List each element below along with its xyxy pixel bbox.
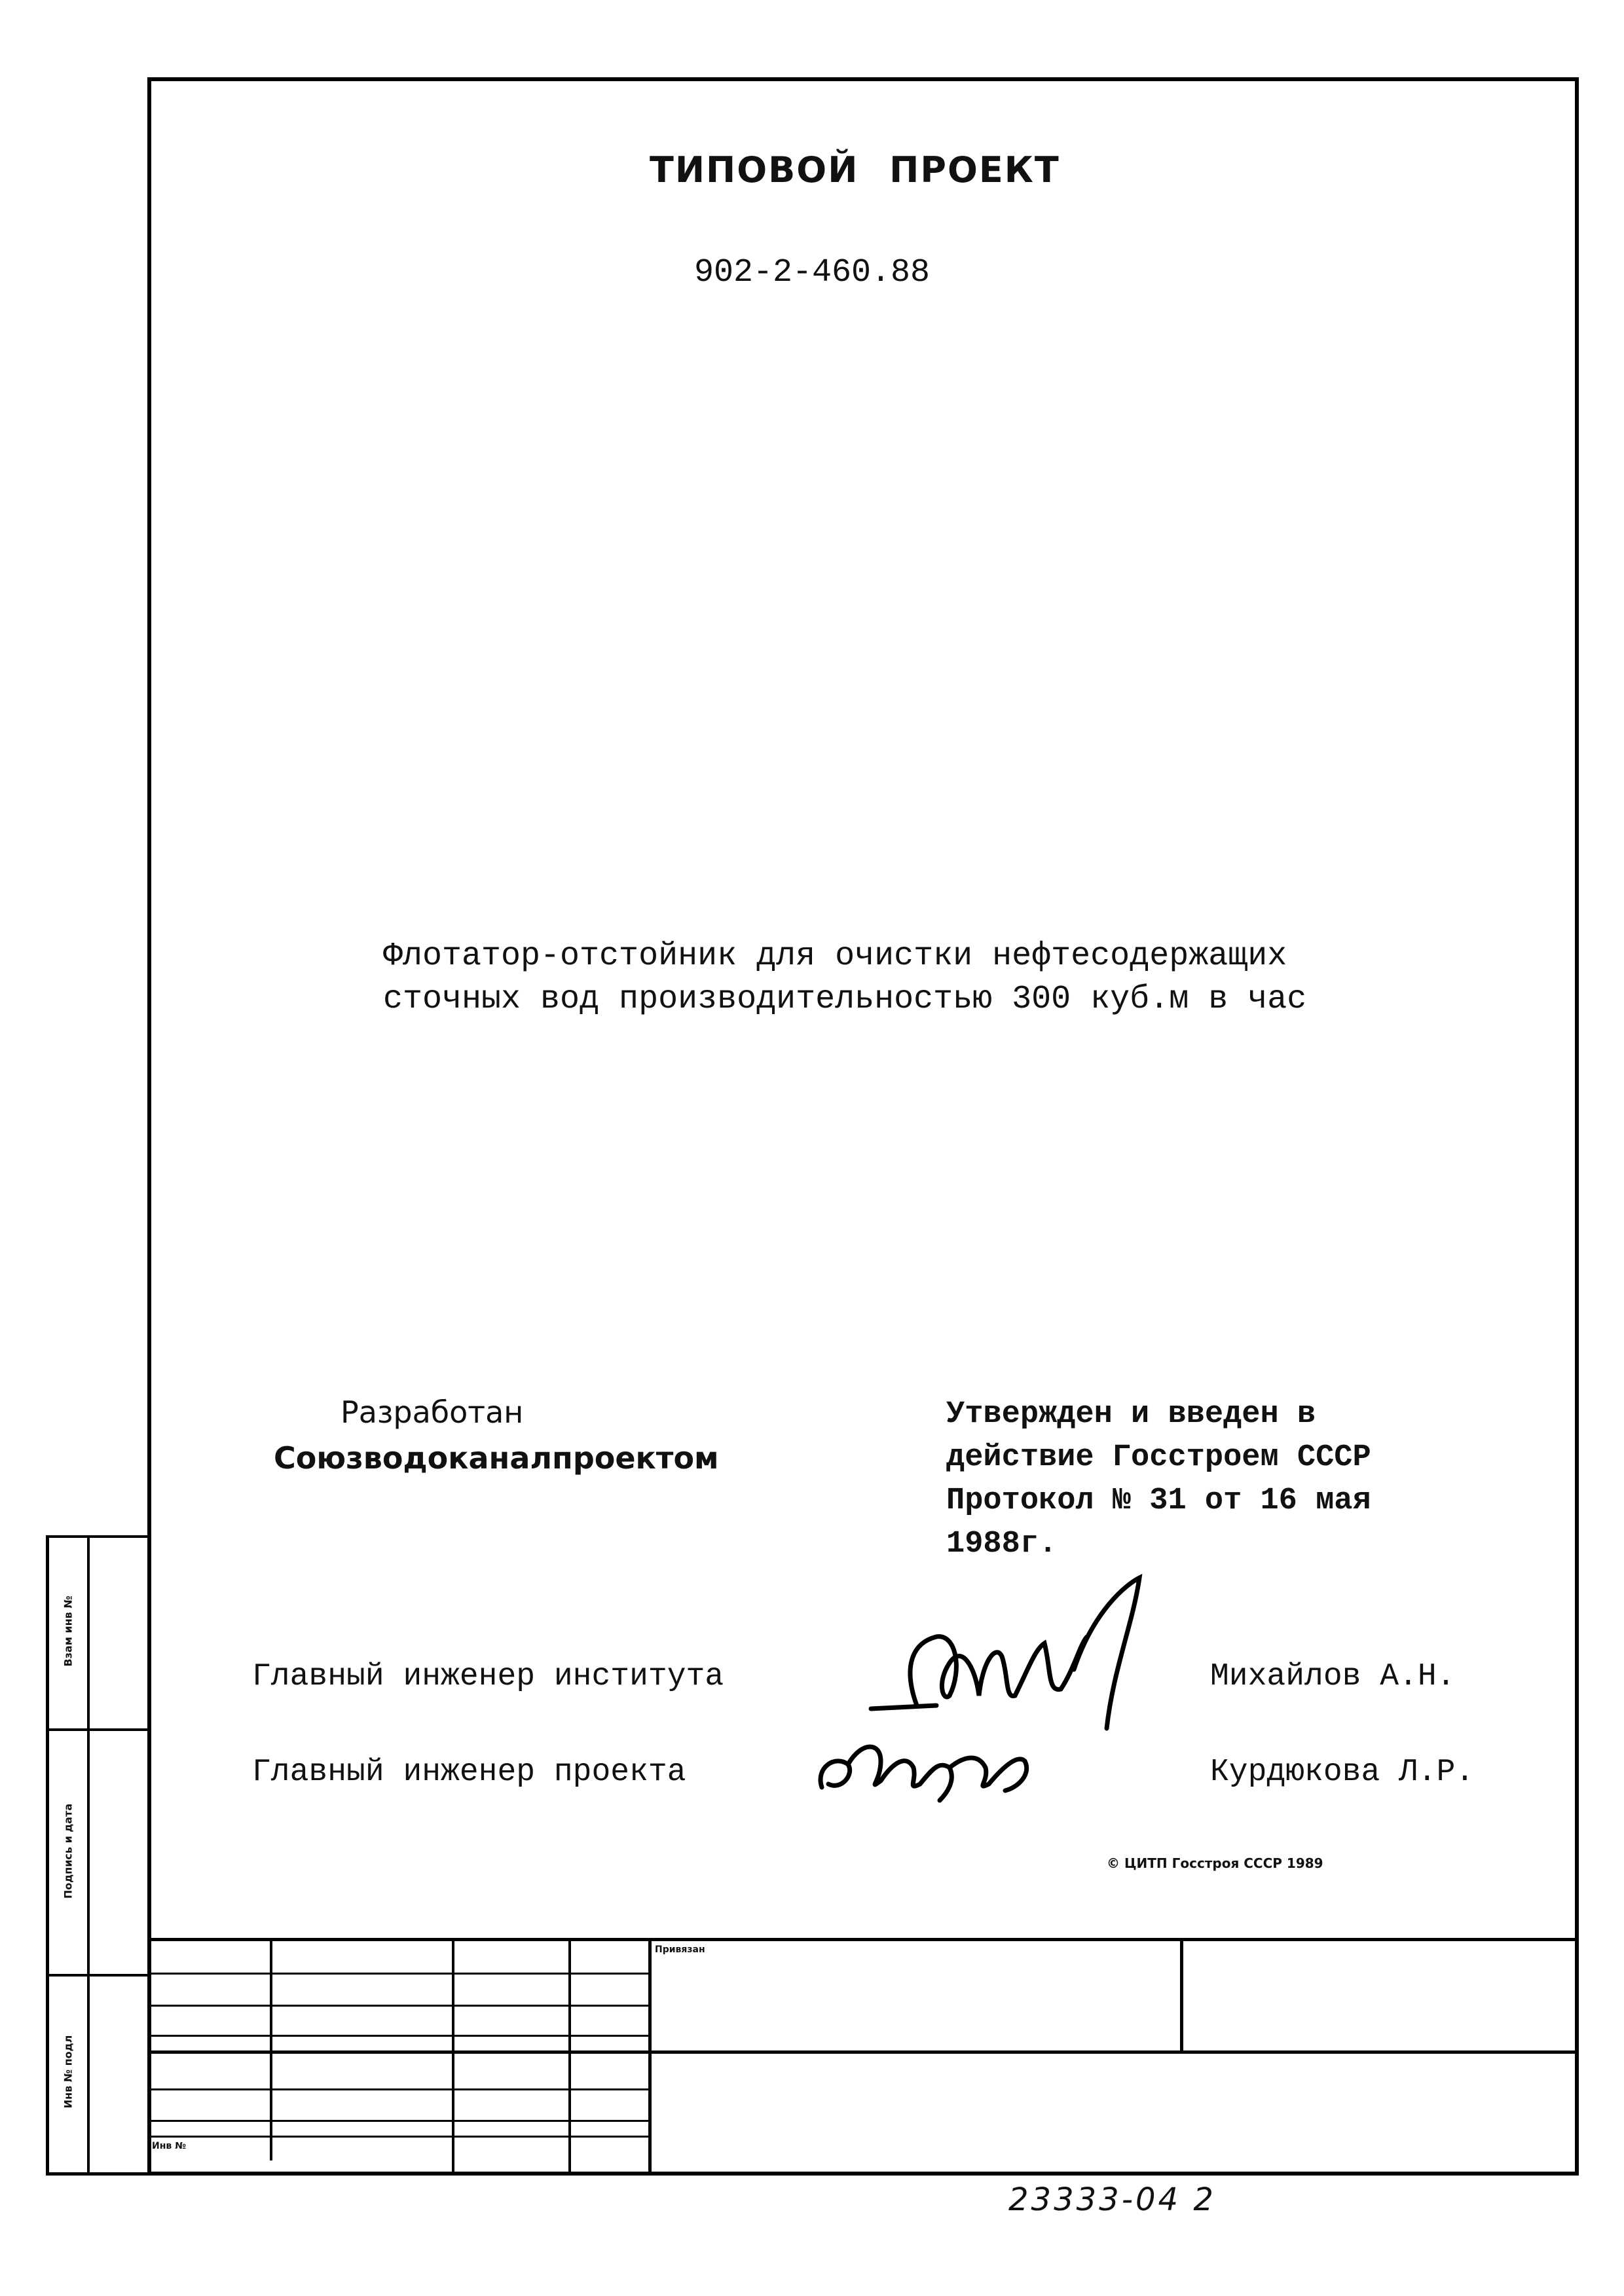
inv-label: Инв № xyxy=(152,2141,186,2151)
approval-line3: Протокол № 31 от 16 мая xyxy=(946,1484,1371,1518)
drawing-frame xyxy=(147,77,1579,2176)
signatory-name-2: Курдюкова Л.Р. xyxy=(1210,1755,1475,1790)
copyright: © ЦИТП Госстроя СССР 1989 xyxy=(1107,1855,1323,1871)
signature-1 xyxy=(864,1571,1205,1741)
document-heading: ТИПОВОЙ ПРОЕКТ xyxy=(650,149,1060,191)
approval-line1: Утвержден и введен в xyxy=(946,1397,1316,1432)
approval-line2: действие Госстроем СССР xyxy=(946,1440,1371,1475)
side-stamp-orig-inv: Инв № подл xyxy=(62,2035,75,2109)
approval-line4: 1988г. xyxy=(946,1527,1058,1561)
project-number: 902-2-460.88 xyxy=(694,254,931,291)
document-title xyxy=(383,935,1306,1021)
signatory-role-1: Главный инженер института xyxy=(252,1659,724,1694)
checked-label: Привязан xyxy=(655,1944,705,1955)
developed-label: Разработан xyxy=(341,1394,524,1430)
side-stamp-signature-date: Подпись и дата xyxy=(62,1803,75,1899)
signature-2 xyxy=(809,1728,1058,1807)
approval-block xyxy=(946,1393,1371,1566)
signatory-name-1: Михайлов А.Н. xyxy=(1210,1659,1456,1694)
side-stamp-replace-inv: Взам инв № xyxy=(62,1595,75,1667)
footer-code: 23333-04 2 xyxy=(1008,2181,1216,2218)
document-title-line1: Флотатор-отстойник для очистки нефтесодержащих xyxy=(383,938,1287,975)
developed-org: Союзводоканалпроектом xyxy=(274,1440,719,1476)
signatory-role-2: Главный инженер проекта xyxy=(252,1755,686,1790)
document-title-line2: сточных вод производительностью 300 куб.м в час xyxy=(383,981,1307,1018)
